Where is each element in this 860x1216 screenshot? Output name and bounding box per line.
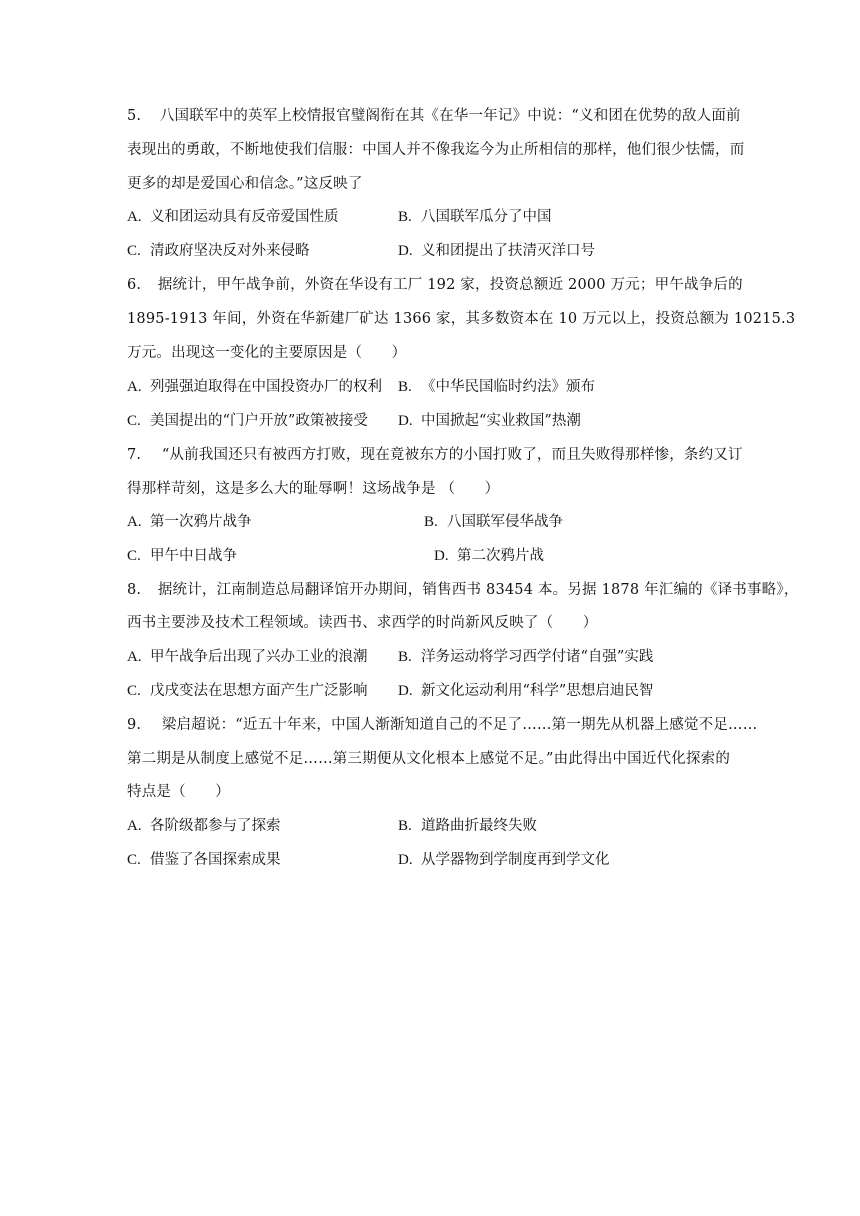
question-8-line-1	[127, 580, 799, 600]
question-9-line-1	[127, 715, 757, 735]
question-6-line-3: 万元。出现这一变化的主要原因是（ ）	[127, 345, 407, 361]
question-8-line-2: 西书主要涉及技术工程领域。读西书、求西学的时尚新风反映了（ ）	[127, 615, 598, 631]
question-5-line-1	[127, 106, 741, 126]
question-7-option-a[interactable]: A. 第一次鸦片战争	[127, 514, 252, 530]
question-5-option-d[interactable]: D. 义和团提出了扶清灭洋口号	[398, 243, 595, 259]
question-6-line-1	[127, 275, 743, 295]
question-9-text-1: 梁启超说：“近五十年来，中国人渐渐知道自己的不足了……第一期先从机器上感觉不足……	[161, 717, 758, 733]
question-8-option-a[interactable]: A. 甲午战争后出现了兴办工业的浪潮	[127, 649, 368, 665]
question-6-option-d[interactable]: D. 中国掀起“实业救国”热潮	[398, 413, 581, 429]
question-6-number: 6.	[127, 277, 142, 293]
question-6-line-2: 1895-1913 年间，外资在华新建厂矿达 1366 家，其多数资本在 10 万元以上，投资总额为 10215.3	[127, 311, 796, 327]
question-7-text-1: “从前我国还只有被西方打败，现在竟被东方的小国打败了，而且失败得那样惨，条约又订	[161, 447, 743, 463]
question-9-option-a[interactable]: A. 各阶级都参与了探索	[127, 818, 281, 834]
question-9-option-b[interactable]: B. 道路曲折最终失败	[398, 818, 537, 834]
question-9-option-d[interactable]: D. 从学器物到学制度再到学文化	[398, 852, 610, 868]
question-5-option-a[interactable]: A. 义和团运动具有反帝爱国性质	[127, 209, 339, 225]
question-5-option-b[interactable]: B. 八国联军瓜分了中国	[398, 209, 552, 225]
question-6-text-1: 据统计，甲午战争前，外资在华设有工厂 192 家，投资总额近 2000 万元；甲午战争后的	[157, 277, 743, 293]
question-7-line-1	[127, 445, 743, 465]
question-8-option-b[interactable]: B. 洋务运动将学习西学付诸“自强”实践	[398, 649, 654, 665]
question-7-option-c[interactable]: C. 甲午中日战争	[127, 548, 237, 564]
question-7-line-2: 得那样苛刻，这是多么大的耻辱啊！这场战争是 （ ）	[127, 481, 500, 497]
question-9-number: 9.	[127, 717, 142, 733]
question-7-option-d[interactable]: D. 第二次鸦片战	[434, 548, 544, 564]
question-8-text-1: 据统计，江南制造总局翻译馆开办期间，销售西书 83454 本。另据 1878 年汇编的《译书事略》，	[157, 582, 799, 598]
question-5-option-c[interactable]: C. 清政府坚决反对外来侵略	[127, 243, 310, 259]
question-8-option-d[interactable]: D. 新文化运动利用“科学”思想启迪民智	[398, 683, 654, 699]
question-9-line-3: 特点是（ ）	[127, 784, 230, 800]
question-5-text-1: 八国联军中的英军上校情报官璧阁衔在其《在华一年记》中说：“义和团在优势的敌人面前	[159, 108, 741, 124]
question-8-number: 8.	[127, 582, 142, 598]
question-6-option-a[interactable]: A. 列强强迫取得在中国投资办厂的权利	[127, 379, 382, 395]
question-5-line-3: 更多的却是爱国心和信念。”这反映了	[127, 176, 363, 192]
question-8-option-c[interactable]: C. 戊戌变法在思想方面产生广泛影响	[127, 683, 368, 699]
question-7-option-b[interactable]: B. 八国联军侵华战争	[424, 514, 563, 530]
question-9-option-c[interactable]: C. 借鉴了各国探索成果	[127, 852, 281, 868]
question-9-line-2: 第二期是从制度上感觉不足……第三期便从文化根本上感觉不足。”由此得出中国近代化探索的	[127, 751, 731, 767]
question-5-number: 5.	[127, 108, 142, 124]
question-5-line-2: 表现出的勇敢，不断地使我们信服：中国人并不像我迄今为止所相信的那样，他们很少怯懦，而	[127, 142, 745, 158]
question-6-option-b[interactable]: B. 《中华民国临时约法》颁布	[398, 379, 595, 395]
question-7-number: 7.	[127, 447, 142, 463]
question-6-option-c[interactable]: C. 美国提出的“门户开放”政策被接受	[127, 413, 368, 429]
